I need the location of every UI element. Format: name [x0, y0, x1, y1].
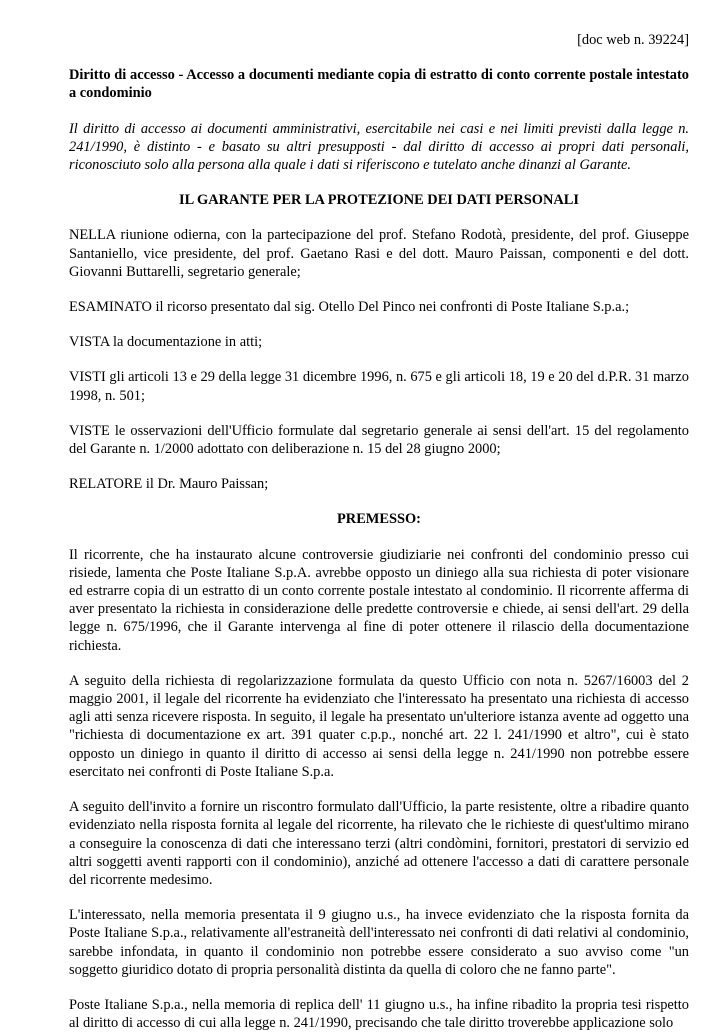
body-paragraph: Il ricorrente, che ha instaurato alcune controversie giudiziarie nei confronti del condominio presso cui risiede, lamenta che Poste Italiane S.p.A. avrebbe opposto un diniego alla sua richiesta di poter visionare ed estrarre copia di un estratto di un conto corrente postale intestato al condominio. Il ricorrente afferma di aver presentato la richiesta in considerazione delle predette controversie e chiede, ai sensi dell'art. 29 della legge n. 675/1996, che il Garante intervenga al fine di poter ottenere il rilascio della documentazione richiesta.: [69, 546, 689, 654]
body-paragraph: Poste Italiane S.p.a., nella memoria di replica dell' 11 giugno u.s., ha infine ribadito la propria tesi rispetto al diritto di accesso di cui alla legge n. 241/1990, precisando che tale diritto troverebbe applicazione solo: [69, 996, 689, 1032]
body-paragraph: A seguito della richiesta di regolarizzazione formulata da questo Ufficio con nota n. 5267/16003 del 2 maggio 2001, il legale del ricorrente ha evidenziato che l'interessato ha presentato una richiesta di accesso agli atti senza ricevere risposta. In seguito, il legale ha presentato un'ulteriore istanza avente ad oggetto una "richiesta di documentazione ex art. 391 quater c.p.p., nonché art. 22 l. 241/1990 et altro", cui è stato opposto un diniego in quanto il diritto di accesso ai sensi della legge n. 241/1990 non potrebbe essere esercitato nei confronti di Poste Italiane S.p.a.: [69, 672, 689, 780]
preamble-paragraph: VISTE le osservazioni dell'Ufficio formulate dal segretario generale ai sensi dell'art. 15 del regolamento del Garante n. 1/2000 adottato con deliberazione n. 15 del 28 giugno 2000;: [69, 422, 689, 458]
document-summary: Il diritto di accesso ai documenti amministrativi, esercitabile nei casi e nei limiti previsti dalla legge n. 241/1990, è distinto - e basato su altri presupposti - dal diritto di accesso ai propri dati personali, riconosciuto solo alla persona alla quale i dati si riferiscono e tutelato anche dinanzi al Garante.: [69, 120, 689, 174]
preamble-paragraph: VISTI gli articoli 13 e 29 della legge 31 dicembre 1996, n. 675 e gli articoli 18, 19 e 20 del d.P.R. 31 marzo 1998, n. 501;: [69, 369, 689, 404]
preamble-paragraph: VISTA la documentazione in atti;: [69, 334, 263, 351]
premesso-heading: PREMESSO:: [337, 511, 421, 528]
preamble-paragraph: RELATORE il Dr. Mauro Paissan;: [69, 476, 269, 493]
preamble-paragraph: ESAMINATO il ricorso presentato dal sig. Otello Del Pinco nei confronti di Poste Italiane S.p.a.;: [69, 299, 630, 316]
body-paragraph: L'interessato, nella memoria presentata il 9 giugno u.s., ha invece evidenziato che la risposta fornita da Poste Italiane S.p.a., relativamente all'estraneità dell'interessato nei confronti di dati relativi al condominio, sarebbe infondata, in quanto il condominio non potrebbe essere considerato a suo avviso come "un soggetto giuridico dotato di propria personalità distinta da quella di coloro che ne fanno parte".: [69, 907, 689, 978]
body-paragraph: A seguito dell'invito a fornire un riscontro formulato dall'Ufficio, la parte resistente, oltre a ribadire quanto evidenziato nella risposta fornita al legale del ricorrente, ha rilevato che le richieste di quest'ultimo mirano a conseguire la conoscenza di dati che interessano terzi (altri condòmini, fornitori, prestatori di servizio ed altri soggetti aventi rapporti con il condominio), anziché ad ottenere l'accesso a dati di carattere personale del ricorrente medesimo.: [69, 799, 689, 888]
preamble-paragraph: NELLA riunione odierna, con la partecipazione del prof. Stefano Rodotà, presidente, del prof. Giuseppe Santaniello, vice presidente, del prof. Gaetano Rasi e del dott. Mauro Paissan, componenti e del dott. Giovanni Buttarelli, segretario generale;: [69, 227, 689, 280]
doc-reference: [doc web n. 39224]: [577, 32, 689, 48]
authority-heading: IL GARANTE PER LA PROTEZIONE DEI DATI PERSONALI: [179, 192, 579, 209]
document-title: Diritto di accesso - Accesso a documenti mediante copia di estratto di conto corrente postale intestato a condominio: [69, 67, 689, 102]
